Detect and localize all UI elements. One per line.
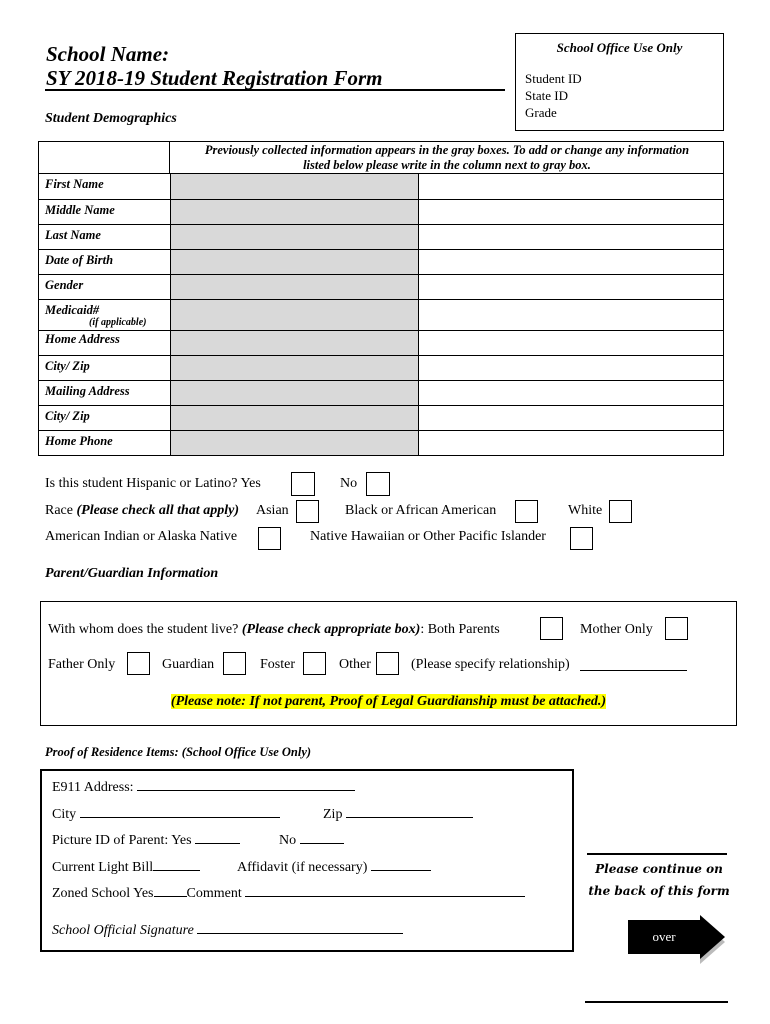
picture-id-no-label: No [279, 833, 297, 848]
gray-prefilled-cell [170, 275, 419, 299]
date-of-birth-input[interactable] [419, 250, 723, 274]
demographics-title: Student Demographics [45, 111, 177, 126]
last-name-input[interactable] [419, 225, 723, 249]
gray-prefilled-cell [170, 225, 419, 249]
both-parents-label: : Both Parents [420, 622, 500, 637]
continue-top-rule [587, 853, 727, 855]
signature-input[interactable] [197, 921, 403, 934]
table-row [39, 406, 723, 431]
table-row [39, 225, 723, 250]
field-label: Medicaid# [45, 303, 100, 317]
field-label: Home Address [45, 332, 120, 346]
demographics-table [38, 173, 724, 456]
light-bill-input[interactable] [153, 858, 200, 871]
guardianship-note-wrapper [41, 692, 736, 710]
gray-prefilled-cell [170, 331, 419, 355]
picture-id-yes-input[interactable] [195, 831, 240, 844]
comment-label: Comment [186, 886, 242, 901]
other-checkbox[interactable] [376, 652, 399, 675]
office-student-id: Student ID [525, 71, 582, 86]
specify-relationship-label: (Please specify relationship) [411, 657, 570, 672]
hispanic-question [45, 476, 261, 492]
gray-prefilled-cell [170, 300, 419, 330]
field-label: Mailing Address [45, 384, 130, 398]
gray-prefilled-cell [170, 381, 419, 405]
proof-of-residence-box [40, 769, 574, 952]
e911-input[interactable] [137, 778, 355, 791]
city-zip-input[interactable] [419, 356, 723, 380]
father-only-label: Father Only [48, 657, 116, 672]
parent-section-title: Parent/Guardian Information [45, 566, 219, 581]
living-with-question [48, 622, 500, 638]
field-label: Date of Birth [45, 253, 114, 267]
zip-label: Zip [323, 807, 343, 822]
city-label: City [52, 807, 77, 822]
picture-id-no-input[interactable] [300, 831, 344, 844]
race-label [45, 503, 239, 519]
parent-guardian-box [40, 601, 737, 726]
gender-input[interactable] [419, 275, 723, 299]
gray-prefilled-cell [170, 431, 419, 455]
race-black-label: Black or African American [345, 503, 497, 518]
other-label: Other [339, 657, 371, 672]
light-bill-label: Current Light Bill [52, 860, 154, 875]
gray-prefilled-cell [170, 356, 419, 380]
zoned-school-yes-input[interactable] [154, 884, 187, 897]
zoned-school-label: Zoned School Yes [52, 886, 154, 901]
continue-line-2: the back of this form [588, 884, 730, 898]
race-hawaiian-checkbox[interactable] [570, 527, 593, 550]
race-american-indian-label: American Indian or Alaska Native [45, 529, 238, 544]
proof-section-title: Proof of Residence Items: (School Office Use Only) [45, 745, 312, 759]
affidavit-input[interactable] [371, 858, 431, 871]
table-row [39, 331, 723, 356]
table-row [39, 431, 723, 455]
field-label: First Name [45, 177, 104, 191]
header-divider [169, 141, 170, 174]
table-row [39, 174, 723, 200]
signature-label: School Official Signature [52, 923, 194, 938]
field-sublabel: (if applicable) [89, 317, 147, 328]
city-input[interactable] [80, 805, 280, 818]
field-label: Middle Name [45, 203, 115, 217]
instructions-line-2: listed below please write in the column next to gray box. [303, 158, 591, 172]
living-with-prefix: With whom does the student live? [48, 622, 242, 637]
school-name-label: School Name: [46, 42, 170, 66]
gray-prefilled-cell [170, 174, 419, 199]
table-row [39, 250, 723, 275]
hispanic-question-text: Is this student Hispanic or Latino? [45, 476, 238, 491]
both-parents-checkbox[interactable] [540, 617, 563, 640]
field-label: City/ Zip [45, 359, 90, 373]
home-address-input[interactable] [419, 331, 723, 355]
instructions-header [38, 141, 724, 174]
hispanic-yes-checkbox[interactable] [291, 472, 315, 496]
race-white-checkbox[interactable] [609, 500, 632, 523]
race-asian-checkbox[interactable] [296, 500, 319, 523]
field-label: Gender [45, 278, 84, 292]
instructions-text [171, 143, 723, 173]
comment-input[interactable] [245, 884, 525, 897]
guardian-checkbox[interactable] [223, 652, 246, 675]
office-use-box [515, 33, 724, 131]
middle-name-input[interactable] [419, 200, 723, 224]
race-instruction: (Please check all that apply) [76, 503, 240, 518]
mailing-address-input[interactable] [419, 381, 723, 405]
gray-prefilled-cell [170, 406, 419, 430]
mother-only-checkbox[interactable] [665, 617, 688, 640]
table-row [39, 356, 723, 381]
zip-input[interactable] [346, 805, 473, 818]
race-label-prefix: Race [45, 503, 77, 518]
guardianship-note: (Please note: If not parent, Proof of Legal Guardianship must be attached.) [170, 694, 607, 709]
field-label: Last Name [45, 228, 101, 242]
over-arrow-head-icon [700, 915, 725, 959]
office-use-title: School Office Use Only [556, 40, 683, 55]
race-hawaiian-label: Native Hawaiian or Other Pacific Islander [310, 529, 546, 544]
form-title: SY 2018-19 Student Registration Form [46, 66, 383, 90]
living-with-instruction: (Please check appropriate box) [241, 622, 421, 637]
field-label: City/ Zip [45, 409, 90, 423]
table-row [39, 300, 723, 331]
e911-label: E911 Address: [52, 780, 134, 795]
picture-id-label: Picture ID of Parent: Yes [52, 833, 192, 848]
gray-prefilled-cell [170, 250, 419, 274]
table-row [39, 275, 723, 300]
instructions-line-1: Previously collected information appears in the gray boxes. To add or change any information [204, 143, 690, 157]
office-grade: Grade [525, 105, 557, 120]
over-arrow-button[interactable]: over [628, 920, 700, 954]
gray-prefilled-cell [170, 200, 419, 224]
hispanic-no-label: No [340, 476, 358, 491]
guardian-label: Guardian [162, 657, 215, 672]
title-divider [45, 89, 505, 91]
mailing-city-zip-input[interactable] [419, 406, 723, 430]
father-only-checkbox[interactable] [127, 652, 150, 675]
first-name-input[interactable] [419, 174, 723, 199]
foster-label: Foster [260, 657, 295, 672]
race-american-indian-checkbox[interactable] [258, 527, 281, 550]
affidavit-label: Affidavit (if necessary) [237, 860, 368, 875]
office-state-id: State ID [525, 88, 568, 103]
home-phone-input[interactable] [419, 431, 723, 455]
specify-relationship-input[interactable] [580, 657, 687, 671]
table-row [39, 200, 723, 225]
hispanic-no-checkbox[interactable] [366, 472, 390, 496]
medicaid-input[interactable] [419, 300, 723, 330]
table-row [39, 381, 723, 406]
field-label: Home Phone [45, 434, 113, 448]
mother-only-label: Mother Only [580, 622, 653, 637]
bottom-rule [585, 1001, 728, 1003]
hispanic-yes-label: Yes [240, 476, 261, 491]
race-white-label: White [568, 503, 603, 518]
foster-checkbox[interactable] [303, 652, 326, 675]
race-asian-label: Asian [256, 503, 289, 518]
continue-line-1: Please continue on [595, 862, 723, 876]
race-black-checkbox[interactable] [515, 500, 538, 523]
